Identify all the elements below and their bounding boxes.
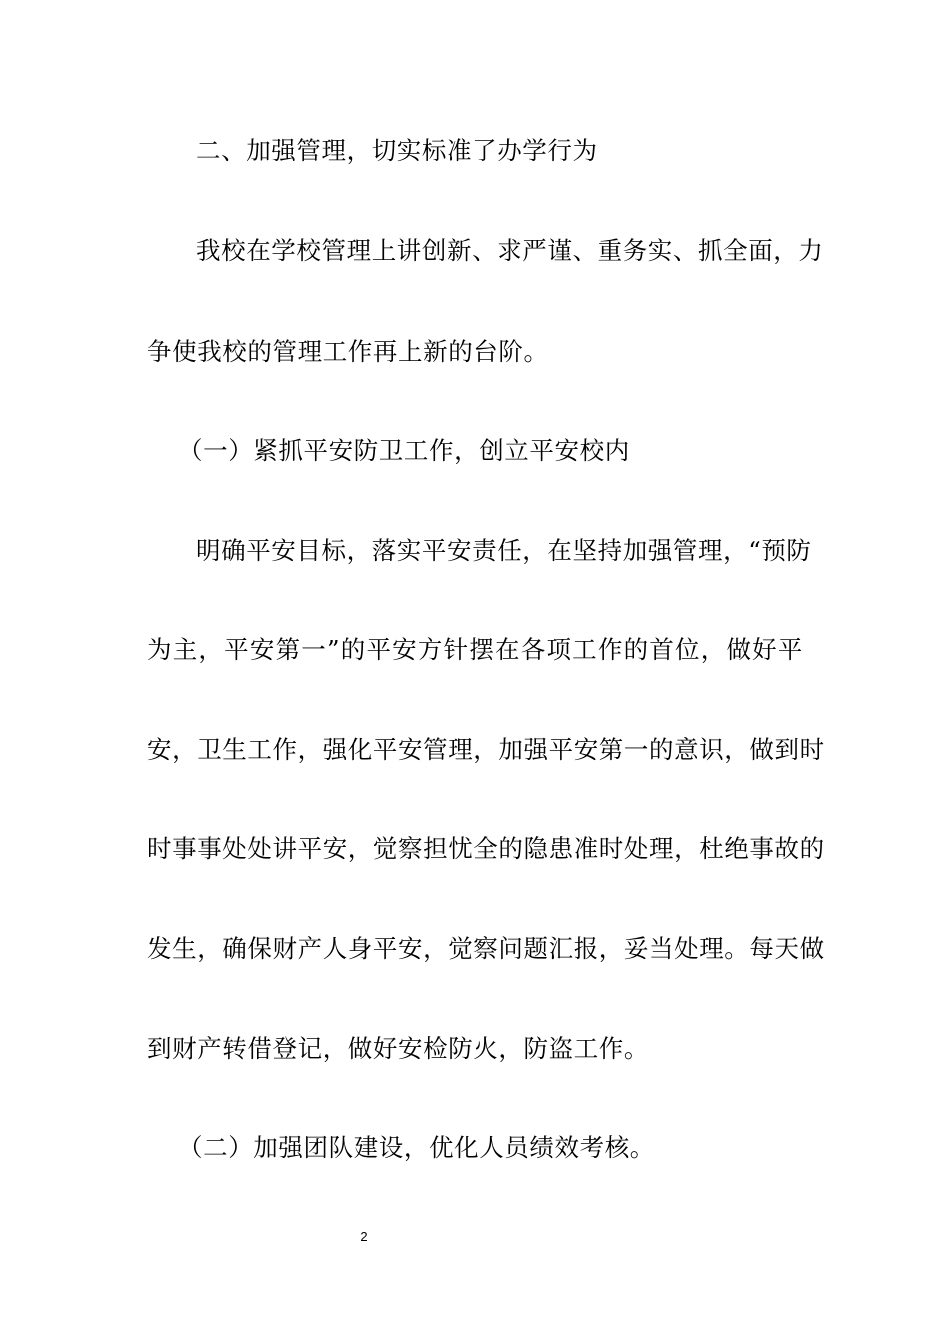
subsection-heading: （二）加强团队建设，优化人员绩效考核。 bbox=[178, 1133, 655, 1162]
section-heading: 二、加强管理，切实标准了办学行为 bbox=[196, 136, 598, 165]
paragraph-line: 明确平安目标，落实平安责任，在坚持加强管理，“预防 bbox=[196, 536, 812, 565]
paragraph-line: 到财产转借登记，做好安检防火，防盗工作。 bbox=[147, 1034, 649, 1063]
paragraph-line: 为主，平安第一”的平安方针摆在各项工作的首位，做好平 bbox=[147, 635, 803, 664]
subsection-heading: （一）紧抓平安防卫工作，创立平安校内 bbox=[178, 436, 630, 465]
paragraph-line: 争使我校的管理工作再上新的台阶。 bbox=[147, 337, 549, 366]
paragraph-line: 安，卫生工作，强化平安管理，加强平安第一的意识，做到时 bbox=[147, 735, 825, 764]
page-number: 2 bbox=[360, 1229, 368, 1244]
paragraph-line: 时事事处处讲平安，觉察担忧全的隐患准时处理，杜绝事故的 bbox=[147, 834, 825, 863]
paragraph-line: 发生，确保财产人身平安，觉察问题汇报，妥当处理。每天做 bbox=[147, 934, 825, 963]
paragraph-line: 我校在学校管理上讲创新、求严谨、重务实、抓全面，力 bbox=[196, 236, 824, 265]
